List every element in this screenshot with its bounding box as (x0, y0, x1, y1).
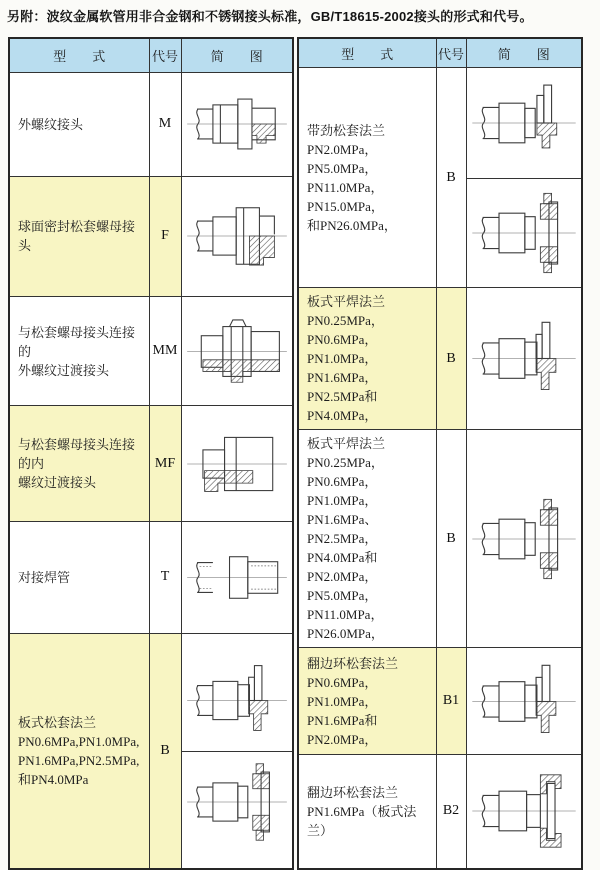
lapped-ring-flange-diagram (468, 757, 580, 865)
diagram-cell (466, 648, 582, 755)
diagram-cell (181, 72, 293, 176)
hatched-loose-flange-diagram (468, 479, 580, 599)
left-joint-table (8, 37, 294, 870)
diagram-cell (466, 68, 582, 288)
joint-code-cell (149, 633, 181, 868)
female-union-adapter-diagram (183, 417, 291, 511)
table-row (9, 176, 293, 296)
joint-type-line: PN1.0MPa，PN1.6MPa， (307, 351, 378, 385)
header-diagram: 简 图 (181, 38, 293, 72)
header-type: 型 式 (9, 38, 149, 72)
joint-type-line: PN0.6MPa，PN1.0MPa， (307, 674, 378, 709)
page-title: 另附：波纹金属软管用非合金钢和不锈钢接头标准，GB/T18615-2002接头的形式和代号。 (7, 9, 533, 24)
joint-type-line: 与松套螺母接头连接的内 (18, 437, 136, 472)
joint-code: B (446, 169, 456, 185)
left-header-row (9, 38, 293, 72)
joint-type-line: PN0.25MPa，PN0.6MPa， (307, 313, 384, 347)
joint-type-line: 板式平焊法兰 (307, 294, 386, 309)
plate-loose-flange-diagram (183, 653, 291, 748)
joint-code-cell (436, 288, 466, 430)
butt-weld-pipe-diagram (183, 532, 291, 623)
table-row (298, 288, 582, 430)
male-thread-joint-diagram (183, 82, 291, 166)
hatched-loose-flange-diagram (183, 755, 291, 849)
joint-type-cell (298, 430, 436, 648)
table-row (9, 296, 293, 406)
diagram-cell (466, 430, 582, 648)
diagram-cell (181, 176, 293, 296)
joint-code-cell (149, 521, 181, 633)
joint-code: B1 (442, 693, 460, 708)
joint-code: B2 (442, 803, 460, 819)
joint-type-line: PN2.0MPa，PN5.0MPa， (307, 569, 378, 603)
joint-type-cell (298, 648, 436, 755)
joint-code: MM (152, 343, 178, 358)
diagram-cell (181, 406, 293, 522)
joint-code-cell (436, 648, 466, 755)
joint-code: MF (154, 455, 176, 471)
joint-code-cell (436, 430, 466, 648)
joint-code-cell (149, 176, 181, 296)
header-code: 代号 (436, 38, 466, 68)
joint-type-line: PN2.5MPa，PN4.0MPa和 (307, 531, 378, 565)
diagram-cell (181, 521, 293, 633)
table-row (298, 755, 582, 869)
joint-code: T (160, 569, 170, 585)
joint-code: M (158, 116, 172, 132)
joint-type-line: PN0.25MPa，PN0.6MPa， (307, 455, 384, 489)
joint-type-cell (9, 72, 149, 176)
joint-type-line: PN11.0MPa，PN26.0MPa， (307, 607, 384, 641)
table-row (298, 430, 582, 648)
plate-loose-flange-diagram (468, 651, 580, 752)
joint-type-cell (298, 68, 436, 288)
header-diagram: 简 图 (466, 38, 582, 68)
table-row (9, 72, 293, 176)
header-type: 型 式 (298, 38, 436, 68)
table-row (9, 521, 293, 633)
diagram-cell (466, 755, 582, 869)
joint-type-line: PN2.0MPa，PN5.0MPa， (307, 141, 378, 176)
table-row (9, 406, 293, 522)
joint-type-cell (9, 176, 149, 296)
joint-type-line: PN0.6MPa,PN1.0MPa, (18, 733, 140, 749)
hatched-loose-flange-diagram (468, 182, 580, 284)
joint-type-line: 和PN4.0MPa (18, 771, 89, 787)
male-union-adapter-diagram (183, 307, 291, 396)
joint-code-cell (149, 72, 181, 176)
right-joint-table (297, 37, 583, 870)
joint-type-line: 外螺纹过渡接头 (18, 362, 110, 378)
joint-type-cell (9, 296, 149, 406)
joint-type-cell (298, 755, 436, 869)
joint-type-line: 螺纹过渡接头 (18, 475, 97, 491)
joint-type-cell (298, 288, 436, 430)
header-code: 代号 (149, 38, 181, 72)
joint-type-line: PN11.0MPa，PN15.0MPa， (307, 179, 384, 214)
diagram-cell (466, 288, 582, 430)
joint-type-cell (9, 633, 149, 868)
joint-type-line: 带劲松套法兰 (307, 122, 386, 138)
neck-loose-flange-diagram (468, 71, 580, 175)
joint-code: B (446, 530, 456, 546)
joint-code-cell (149, 406, 181, 522)
joint-code-cell (149, 296, 181, 406)
joint-type-line: PN1.6MPa和PN2.0MPa， (307, 712, 378, 747)
joint-type-line: 翻边环松套法兰 (307, 655, 399, 671)
joint-type-line: 与松套螺母接头连接的 (18, 324, 136, 359)
joint-type-line: PN1.6MPa,PN2.5MPa, (18, 752, 140, 768)
joint-type-cell (9, 406, 149, 522)
joint-code-cell (436, 755, 466, 869)
joint-type-line: PN1.6MPa（板式法兰） (307, 803, 417, 838)
joint-type-line: 板式松套法兰 (18, 714, 97, 730)
joint-type-line: PN1.0MPa，PN1.6MPa、 (307, 493, 378, 527)
joint-type-line: 翻边环松套法兰 (307, 784, 399, 800)
joint-type-line: PN2.5MPa和PN4.0MPa， (307, 389, 378, 423)
joint-type-line: 板式平焊法兰 (307, 436, 386, 451)
plate-loose-flange-diagram (468, 301, 580, 416)
table-row (298, 648, 582, 755)
right-header-row (298, 38, 582, 68)
diagram-cell (181, 633, 293, 868)
joint-code-cell (436, 68, 466, 288)
joint-type-line: 和PN26.0MPa， (307, 217, 397, 233)
joint-type-cell (9, 521, 149, 633)
joint-code: B (446, 350, 456, 366)
table-row (298, 68, 582, 288)
joint-tables-container (8, 37, 583, 870)
joint-code: F (161, 228, 169, 244)
diagram-cell (181, 296, 293, 406)
swivel-nut-joint-diagram (183, 187, 291, 285)
joint-type-line: 球面密封松套螺母接头 (18, 219, 136, 254)
joint-type-line: 对接焊管 (18, 569, 71, 585)
table-row (9, 633, 293, 868)
joint-code: B (160, 742, 170, 758)
joint-type-line: 外螺纹接头 (18, 116, 84, 132)
